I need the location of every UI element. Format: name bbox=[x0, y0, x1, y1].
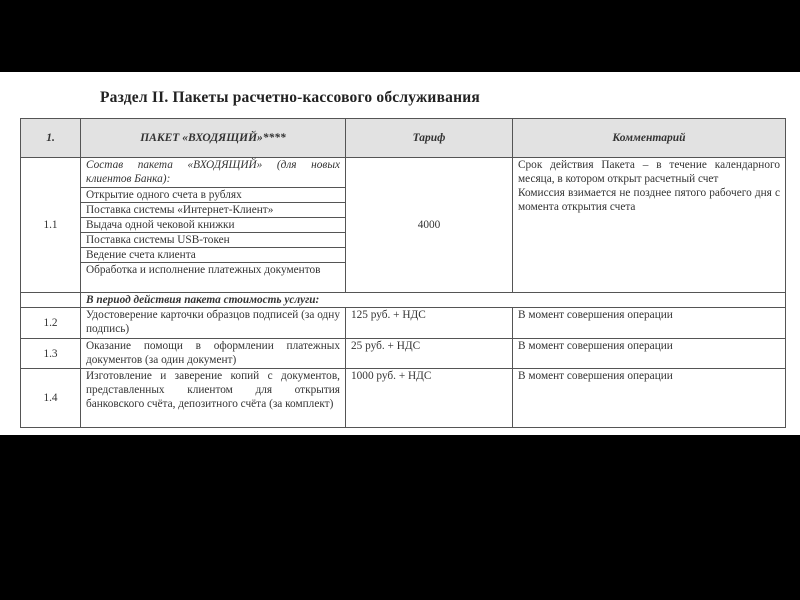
package-item: Поставка системы «Интернет-Клиент» bbox=[81, 203, 346, 218]
comment-commission: Комиссия взимается не позднее пятого рабочего дня с момента открытия счета bbox=[518, 187, 780, 213]
table-header-row bbox=[21, 119, 786, 158]
service-name: Изготовление и заверение копий с документов, представленных клиентом для открытия банковского счёта, депозитного счёта (за комплект) bbox=[81, 369, 346, 428]
row-number: 1.3 bbox=[21, 339, 81, 369]
package-tariff: 4000 bbox=[346, 158, 513, 293]
tariff-table bbox=[20, 118, 786, 428]
section-row bbox=[21, 293, 786, 308]
comment-validity: Срок действия Пакета – в течение календарного месяца, в котором открыт расчетный счет bbox=[518, 159, 780, 185]
service-name: Удостоверение карточки образцов подписей (за одну подпись) bbox=[81, 308, 346, 339]
document-page bbox=[0, 72, 800, 435]
service-comment: В момент совершения операции bbox=[513, 369, 786, 428]
package-item: Ведение счета клиента bbox=[81, 248, 346, 263]
section-label: В период действия пакета стоимость услуги: bbox=[81, 293, 786, 308]
package-intro: Состав пакета «ВХОДЯЩИЙ» (для новых клиентов Банка): bbox=[81, 158, 346, 188]
row-number: 1.2 bbox=[21, 308, 81, 339]
package-item: Выдача одной чековой книжки bbox=[81, 218, 346, 233]
section-empty bbox=[21, 293, 81, 308]
header-comment: Комментарий bbox=[513, 119, 786, 158]
service-tariff: 125 руб. + НДС bbox=[346, 308, 513, 339]
section-title: Раздел II. Пакеты расчетно-кассового обслуживания bbox=[100, 89, 480, 106]
row-number: 1.4 bbox=[21, 369, 81, 428]
header-tariff: Тариф bbox=[346, 119, 513, 158]
service-tariff: 1000 руб. + НДС bbox=[346, 369, 513, 428]
service-tariff: 25 руб. + НДС bbox=[346, 339, 513, 369]
package-item: Поставка системы USB-токен bbox=[81, 233, 346, 248]
service-comment: В момент совершения операции bbox=[513, 339, 786, 369]
table-row bbox=[21, 308, 786, 339]
header-number: 1. bbox=[21, 119, 81, 158]
package-item: Открытие одного счета в рублях bbox=[81, 188, 346, 203]
row-number: 1.1 bbox=[21, 158, 81, 293]
table-row bbox=[21, 339, 786, 369]
service-comment: В момент совершения операции bbox=[513, 308, 786, 339]
package-comment bbox=[513, 158, 786, 293]
table-row bbox=[21, 158, 786, 188]
table-row bbox=[21, 369, 786, 428]
package-item: Обработка и исполнение платежных документов bbox=[81, 263, 346, 293]
service-name: Оказание помощи в оформлении платежных документов (за один документ) bbox=[81, 339, 346, 369]
header-package: ПАКЕТ «ВХОДЯЩИЙ»**** bbox=[81, 119, 346, 158]
